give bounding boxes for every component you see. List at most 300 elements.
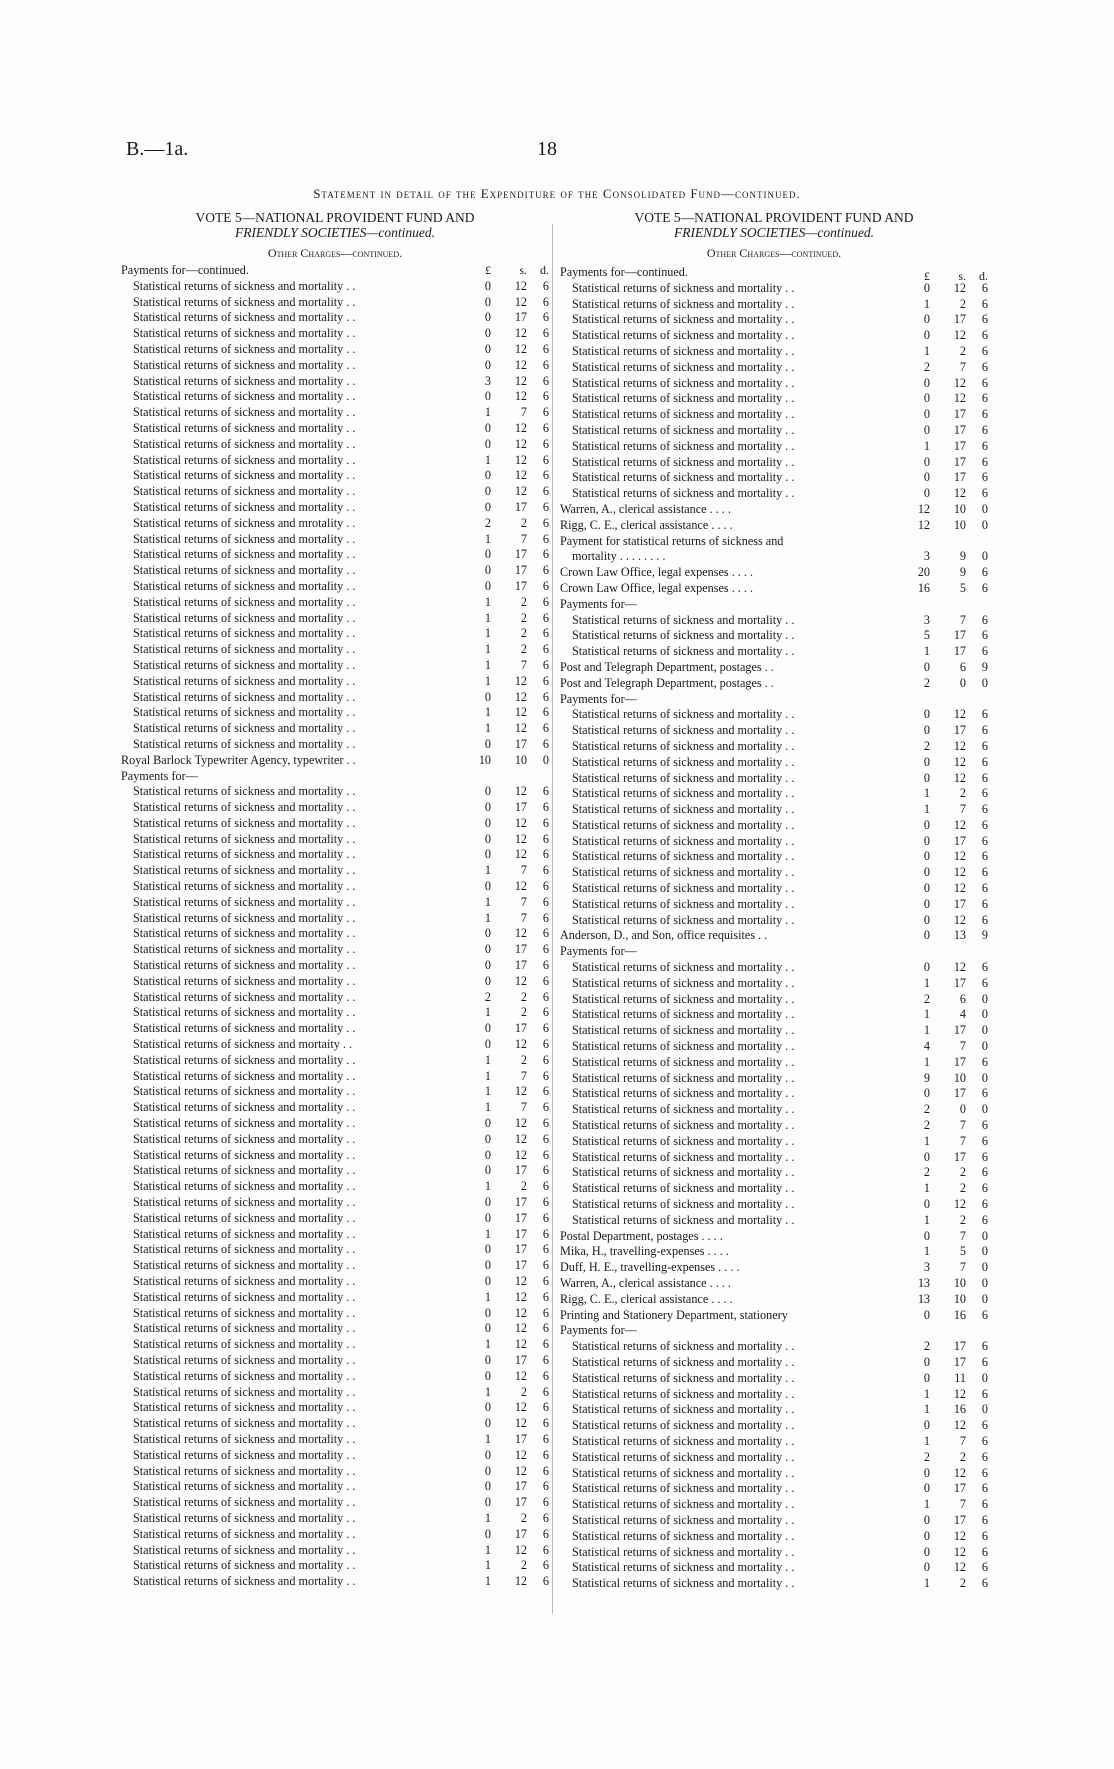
table-row [560,849,988,865]
entry-description: Warren, A., clerical assistance . . . . [560,501,731,516]
amount-pence: 6 [542,736,549,751]
amount-pence: 6 [981,312,988,327]
table-row [121,926,549,942]
amount-pounds: 0 [484,1463,491,1478]
entry-description: Statistical returns of sickness and mortality . . [133,1163,356,1178]
amount-shillings: 7 [959,1118,966,1133]
amount-shillings: 12 [514,1416,527,1431]
table-row [121,1511,549,1527]
left-column [121,210,549,1590]
amount-pence: 6 [542,389,549,404]
amount-shillings: 12 [514,1542,527,1557]
amount-shillings: 2 [520,1384,527,1399]
amount-pounds: 1 [923,438,930,453]
amount-shillings: 2 [959,343,966,358]
entry-description: Statistical returns of sickness and mortality . . [572,1481,795,1496]
vote-title-line-1: VOTE 5—NATIONAL PROVIDENT FUND AND [195,210,475,225]
vote-title-line-1: VOTE 5—NATIONAL PROVIDENT FUND AND [634,210,914,225]
amount-shillings: 2 [959,1165,966,1180]
table-row [121,468,549,484]
entry-description: Statistical returns of sickness and mortality . . [133,1400,356,1415]
amount-pence: 6 [542,626,549,641]
amount-shillings: 12 [514,831,527,846]
amount-pounds: 1 [484,626,491,641]
table-row [560,1039,988,1055]
entry-description: Mika, H., travelling-expenses . . . . [560,1244,729,1259]
entry-description: Statistical returns of sickness and mortality . . [133,1021,356,1036]
amount-shillings: 12 [953,1544,966,1559]
entry-description: Statistical returns of sickness and mortality . . [572,1576,795,1591]
amount-shillings: 17 [953,1054,966,1069]
amount-shillings: 12 [953,738,966,753]
table-row [560,265,988,281]
entry-description: Statistical returns of sickness and mortality . . [133,1321,356,1336]
amount-pounds: 1 [923,1007,930,1022]
table-row [121,1116,549,1132]
table-row [560,328,988,344]
table-row [560,549,988,565]
entry-description: Statistical returns of sickness and mortality . . [133,721,356,736]
amount-pence: 0 [981,1102,988,1117]
amount-pounds: 13 [917,1291,930,1306]
amount-pounds: 0 [923,328,930,343]
table-row [121,911,549,927]
entry-description: Statistical returns of sickness and mortality . . [572,786,795,801]
amount-shillings: 17 [514,1210,527,1225]
amount-shillings: 17 [514,1526,527,1541]
amount-pounds: 0 [484,973,491,988]
amount-pence: 6 [542,1431,549,1446]
amount-pounds: 1 [484,721,491,736]
entry-description: Statistical returns of sickness and mortality . . [572,1528,795,1543]
entry-description: Statistical returns of sickness and mortality . . [572,1465,795,1480]
amount-pounds: 0 [484,468,491,483]
table-row [560,360,988,376]
entry-description: Statistical returns of sickness and mortality . . [133,499,356,514]
amount-pounds: 0 [484,1352,491,1367]
entry-description: Statistical returns of sickness and mortality . . [572,1197,795,1212]
amount-shillings: 0 [959,675,966,690]
table-row [560,312,988,328]
table-row [560,1102,988,1118]
amount-shillings: 17 [514,1163,527,1178]
amount-shillings: 7 [959,1133,966,1148]
amount-shillings: 2 [520,594,527,609]
pounds-header: £ [924,269,930,283]
table-row [121,405,549,421]
amount-shillings: 2 [520,515,527,530]
table-row [121,816,549,832]
amount-pence: 6 [542,1558,549,1573]
table-row [121,374,549,390]
entry-description: Royal Barlock Typewriter Agency, typewriter . . [121,752,356,767]
table-row [121,1195,549,1211]
entry-description: Statistical returns of sickness and mortality . . [133,736,356,751]
entry-description: Statistical returns of sickness and mortality . . [133,1242,356,1257]
amount-shillings: 2 [520,989,527,1004]
amount-pounds: 1 [484,657,491,672]
entry-description: Rigg, C. E., clerical assistance . . . . [560,517,733,532]
amount-shillings: 17 [953,975,966,990]
amount-shillings: 2 [959,1181,966,1196]
entry-description: Statistical returns of sickness and mortality . . [133,594,356,609]
amount-shillings: 17 [953,422,966,437]
amount-pounds: 0 [484,1495,491,1510]
amount-pence: 6 [542,989,549,1004]
amount-shillings: 2 [520,626,527,641]
table-row [121,437,549,453]
amount-pence: 6 [542,910,549,925]
other-charges-heading: Other Charges—continued. [706,246,842,260]
table-row [560,565,988,581]
amount-pounds: 13 [917,1276,930,1290]
amount-pounds: 0 [923,1560,930,1575]
amount-pounds: 1 [923,1054,930,1069]
amount-pence: 6 [542,942,549,957]
amount-shillings: 17 [953,1339,966,1354]
amount-pounds: 0 [923,280,930,295]
amount-pence: 6 [542,863,549,878]
table-row [560,755,988,771]
amount-shillings: 12 [953,1386,966,1401]
amount-pence: 6 [542,1463,549,1478]
table-row [121,532,549,548]
entry-description: Payments for— [560,1323,637,1338]
entry-description: Statistical returns of sickness and mortality . . [572,754,795,769]
amount-pence: 6 [981,580,988,595]
entry-description: Crown Law Office, legal expenses . . . . [560,580,754,595]
amount-pounds: 0 [923,470,930,485]
amount-shillings: 17 [514,499,527,514]
amount-pence: 6 [542,1384,549,1399]
table-row [121,642,549,658]
entries-left [121,263,549,1590]
entry-description: Statistical returns of sickness and mortality . . [572,375,795,390]
amount-pounds: 2 [923,1449,930,1464]
table-row [121,721,549,737]
table-row [560,1276,988,1292]
other-charges-heading: Other Charges—continued. [267,246,403,260]
entry-description: Statistical returns of sickness and mortality . . [572,975,795,990]
amount-pounds: 0 [923,407,930,422]
amount-pence: 6 [981,470,988,485]
amount-pence: 6 [542,894,549,909]
table-row [560,1466,988,1482]
amount-pounds: 1 [484,1289,491,1304]
entry-description: Payment for statistical returns of sickness and [560,533,784,548]
table-row [560,613,988,629]
entry-description: Statistical returns of sickness and mortality . . [133,784,356,799]
entry-description: Printing and Stationery Department, stationery [560,1307,788,1322]
entry-description: Statistical returns of sickness and mortality . . [572,1386,795,1401]
table-row [560,913,988,929]
entry-description: Statistical returns of sickness and mortality . . [133,863,356,878]
amount-shillings: 6 [959,991,966,1006]
amount-pence: 6 [981,849,988,864]
entry-description: Duff, H. E., travelling-expenses . . . . [560,1260,740,1275]
amount-pounds: 1 [484,1431,491,1446]
entry-description: Statistical returns of sickness and mortality . . [572,912,795,927]
vote-title-left [121,210,549,240]
amount-pounds: 0 [484,1400,491,1415]
amount-shillings: 9 [959,565,966,580]
table-row [560,771,988,787]
amount-shillings: 17 [953,312,966,327]
amount-pounds: 1 [484,894,491,909]
amount-shillings: 12 [514,689,527,704]
amount-shillings: 2 [520,610,527,625]
amount-pence: 6 [542,1305,549,1320]
table-row [121,611,549,627]
amount-pounds: 2 [923,359,930,374]
table-row [560,818,988,834]
amount-pounds: 9 [923,1070,930,1085]
amount-shillings: 12 [514,436,527,451]
amount-pounds: 0 [923,833,930,848]
amount-shillings: 7 [520,657,527,672]
amount-pence: 0 [981,1070,988,1085]
amount-pounds: 1 [923,1244,930,1259]
amount-shillings: 10 [953,517,966,532]
amount-pounds: 0 [484,1479,491,1494]
amount-pence: 9 [981,928,988,943]
entry-description: Statistical returns of sickness and mortality . . [133,1542,356,1557]
entry-description: Statistical returns of sickness and mortality . . [572,1023,795,1038]
amount-pounds: 0 [923,391,930,406]
page-header [0,138,1114,168]
amount-shillings: 17 [514,1352,527,1367]
amount-pence: 6 [542,1321,549,1336]
table-row [121,737,549,753]
entry-description: Statistical returns of sickness and mortality . . [572,1133,795,1148]
entry-description: Statistical returns of sickness and mortality . . [133,1368,356,1383]
table-row [121,263,549,279]
amount-shillings: 12 [953,328,966,343]
table-row [121,1242,549,1258]
table-row [560,723,988,739]
entry-description: Statistical returns of sickness and mortality . . [572,628,795,643]
entry-description: Statistical returns of sickness and mortality . . [572,1181,795,1196]
amount-pence: 6 [542,405,549,420]
table-row [121,1574,549,1590]
table-row [560,518,988,534]
amount-shillings: 17 [514,1479,527,1494]
entry-description: Statistical returns of sickness and mortaity . . [133,1037,352,1052]
amount-pounds: 0 [484,1368,491,1383]
table-row [121,310,549,326]
amount-pounds: 1 [484,673,491,688]
amount-pounds: 0 [923,1528,930,1543]
table-row [560,534,988,550]
table-row [560,1402,988,1418]
amount-pence: 6 [981,328,988,343]
amount-pounds: 0 [484,689,491,704]
table-row [560,1450,988,1466]
amount-shillings: 12 [514,420,527,435]
amount-pence: 6 [542,784,549,799]
table-row [560,834,988,850]
amount-shillings: 12 [953,280,966,295]
amount-pence: 6 [542,1226,549,1241]
amount-pounds: 1 [484,610,491,625]
entry-description: Statistical returns of sickness and mortality . . [572,612,795,627]
amount-pence: 6 [981,1133,988,1148]
entry-description: Statistical returns of sickness and mortality . . [133,1416,356,1431]
amount-pounds: 0 [923,1481,930,1496]
amount-pounds: 0 [484,942,491,957]
amount-pence: 6 [542,547,549,562]
entry-description: Statistical returns of sickness and mortality . . [133,673,356,688]
amount-pence: 6 [981,817,988,832]
amount-pounds: 10 [478,752,491,767]
amount-pounds: 0 [484,1037,491,1052]
table-row [560,1560,988,1576]
amount-pounds: 0 [484,1258,491,1273]
pence-header: d. [979,269,988,283]
table-row [121,974,549,990]
entry-description: Statistical returns of sickness and mortality . . [572,1418,795,1433]
table-row [560,628,988,644]
amount-pence: 6 [542,1400,549,1415]
entry-description: Statistical returns of sickness and mortality . . [133,815,356,830]
entry-description: Statistical returns of sickness and mortality . . [133,1305,356,1320]
amount-pence: 6 [981,833,988,848]
amount-pence: 6 [542,642,549,657]
amount-shillings: 12 [514,1463,527,1478]
entry-description: Statistical returns of sickness and mortality . . [133,405,356,420]
table-row [560,928,988,944]
table-row [560,1497,988,1513]
amount-pence: 6 [542,468,549,483]
amount-pence: 6 [981,296,988,311]
amount-pence: 6 [981,1576,988,1591]
entry-description: Statistical returns of sickness and mortality . . [572,1054,795,1069]
entry-description: Statistical returns of sickness and mortality . . [133,1226,356,1241]
amount-pounds: 0 [484,1195,491,1210]
amount-shillings: 17 [953,1086,966,1101]
table-row [121,1021,549,1037]
amount-pounds: 0 [484,436,491,451]
amount-pounds: 1 [923,1133,930,1148]
table-row [560,660,988,676]
amount-pounds: 0 [484,420,491,435]
amount-pence: 0 [981,1276,988,1290]
table-row [121,421,549,437]
entry-description: Statistical returns of sickness and mortality . . [133,989,356,1004]
amount-shillings: 7 [959,1228,966,1243]
amount-pounds: 0 [923,849,930,864]
amount-pence: 9 [981,659,988,674]
entry-description: Payments for—continued. [560,265,688,279]
amount-pounds: 1 [484,1337,491,1352]
table-row [560,960,988,976]
table-row [560,502,988,518]
table-row [560,597,988,613]
entry-description: Statistical returns of sickness and mortality . . [572,1433,795,1448]
amount-pence: 6 [542,926,549,941]
amount-pence: 6 [542,1005,549,1020]
amount-pence: 6 [542,1084,549,1099]
entry-description: Statistical returns of sickness and mortality . . [572,391,795,406]
amount-pounds: 0 [484,547,491,562]
amount-pounds: 0 [484,294,491,309]
amount-pounds: 0 [923,928,930,943]
table-row [121,1448,549,1464]
amount-pence: 6 [981,1481,988,1496]
entry-description: Statistical returns of sickness and mortality . . [572,802,795,817]
amount-shillings: 17 [953,470,966,485]
amount-pence: 6 [981,1197,988,1212]
table-row [560,1244,988,1260]
amount-shillings: 12 [514,341,527,356]
amount-shillings: 12 [514,278,527,293]
amount-pounds: 0 [484,736,491,751]
amount-pence: 6 [542,673,549,688]
entry-description: Statistical returns of sickness and mortality . . [572,1039,795,1054]
amount-shillings: 12 [514,721,527,736]
table-row [121,1416,549,1432]
table-row [560,1055,988,1071]
amount-shillings: 12 [514,1084,527,1099]
amount-shillings: 17 [514,1258,527,1273]
entry-description: Payments for—continued. [121,263,249,277]
amount-pence: 6 [981,391,988,406]
table-row [121,1163,549,1179]
entry-description: Statistical returns of sickness and mortality . . [133,1147,356,1162]
entry-description: Statistical returns of sickness and mortality . . [133,1005,356,1020]
table-row [121,563,549,579]
amount-pounds: 1 [484,452,491,467]
amount-shillings: 10 [953,1070,966,1085]
entry-description: Statistical returns of sickness and mortality . . [572,422,795,437]
amount-pounds: 1 [923,1433,930,1448]
entry-description: Statistical returns of sickness and mortality . . [572,1149,795,1164]
table-row [560,581,988,597]
amount-shillings: 17 [514,1242,527,1257]
table-row [121,484,549,500]
amount-pence: 0 [981,1291,988,1306]
entry-description: Payments for— [121,768,198,783]
entry-description: Statistical returns of sickness and mortality . . [133,1526,356,1541]
amount-pence: 6 [542,1116,549,1131]
entry-description: Statistical returns of sickness and mortality . . [572,1512,795,1527]
amount-shillings: 12 [953,1465,966,1480]
table-row [560,1481,988,1497]
entry-description: Statistical returns of sickness and mortality . . [572,881,795,896]
amount-shillings: 0 [959,1102,966,1117]
entry-description: Statistical returns of sickness and mortality . . [572,817,795,832]
amount-shillings: 7 [959,359,966,374]
page-id: B.—1a. [126,138,189,160]
table-row [560,1118,988,1134]
amount-shillings: 12 [514,373,527,388]
amount-pounds: 0 [923,817,930,832]
table-row [121,1100,549,1116]
entry-description: Statistical returns of sickness and mortality . . [572,1339,795,1354]
amount-pence: 6 [542,1368,549,1383]
table-row [560,1134,988,1150]
table-row [121,1211,549,1227]
entry-description: Statistical returns of sickness and mortality . . [572,328,795,343]
amount-shillings: 17 [514,958,527,973]
amount-pounds: 2 [484,515,491,530]
table-row [121,547,549,563]
table-row [560,1576,988,1592]
amount-pence: 6 [542,831,549,846]
amount-shillings: 10 [953,1276,966,1290]
table-row [121,1495,549,1511]
amount-pence: 6 [542,879,549,894]
